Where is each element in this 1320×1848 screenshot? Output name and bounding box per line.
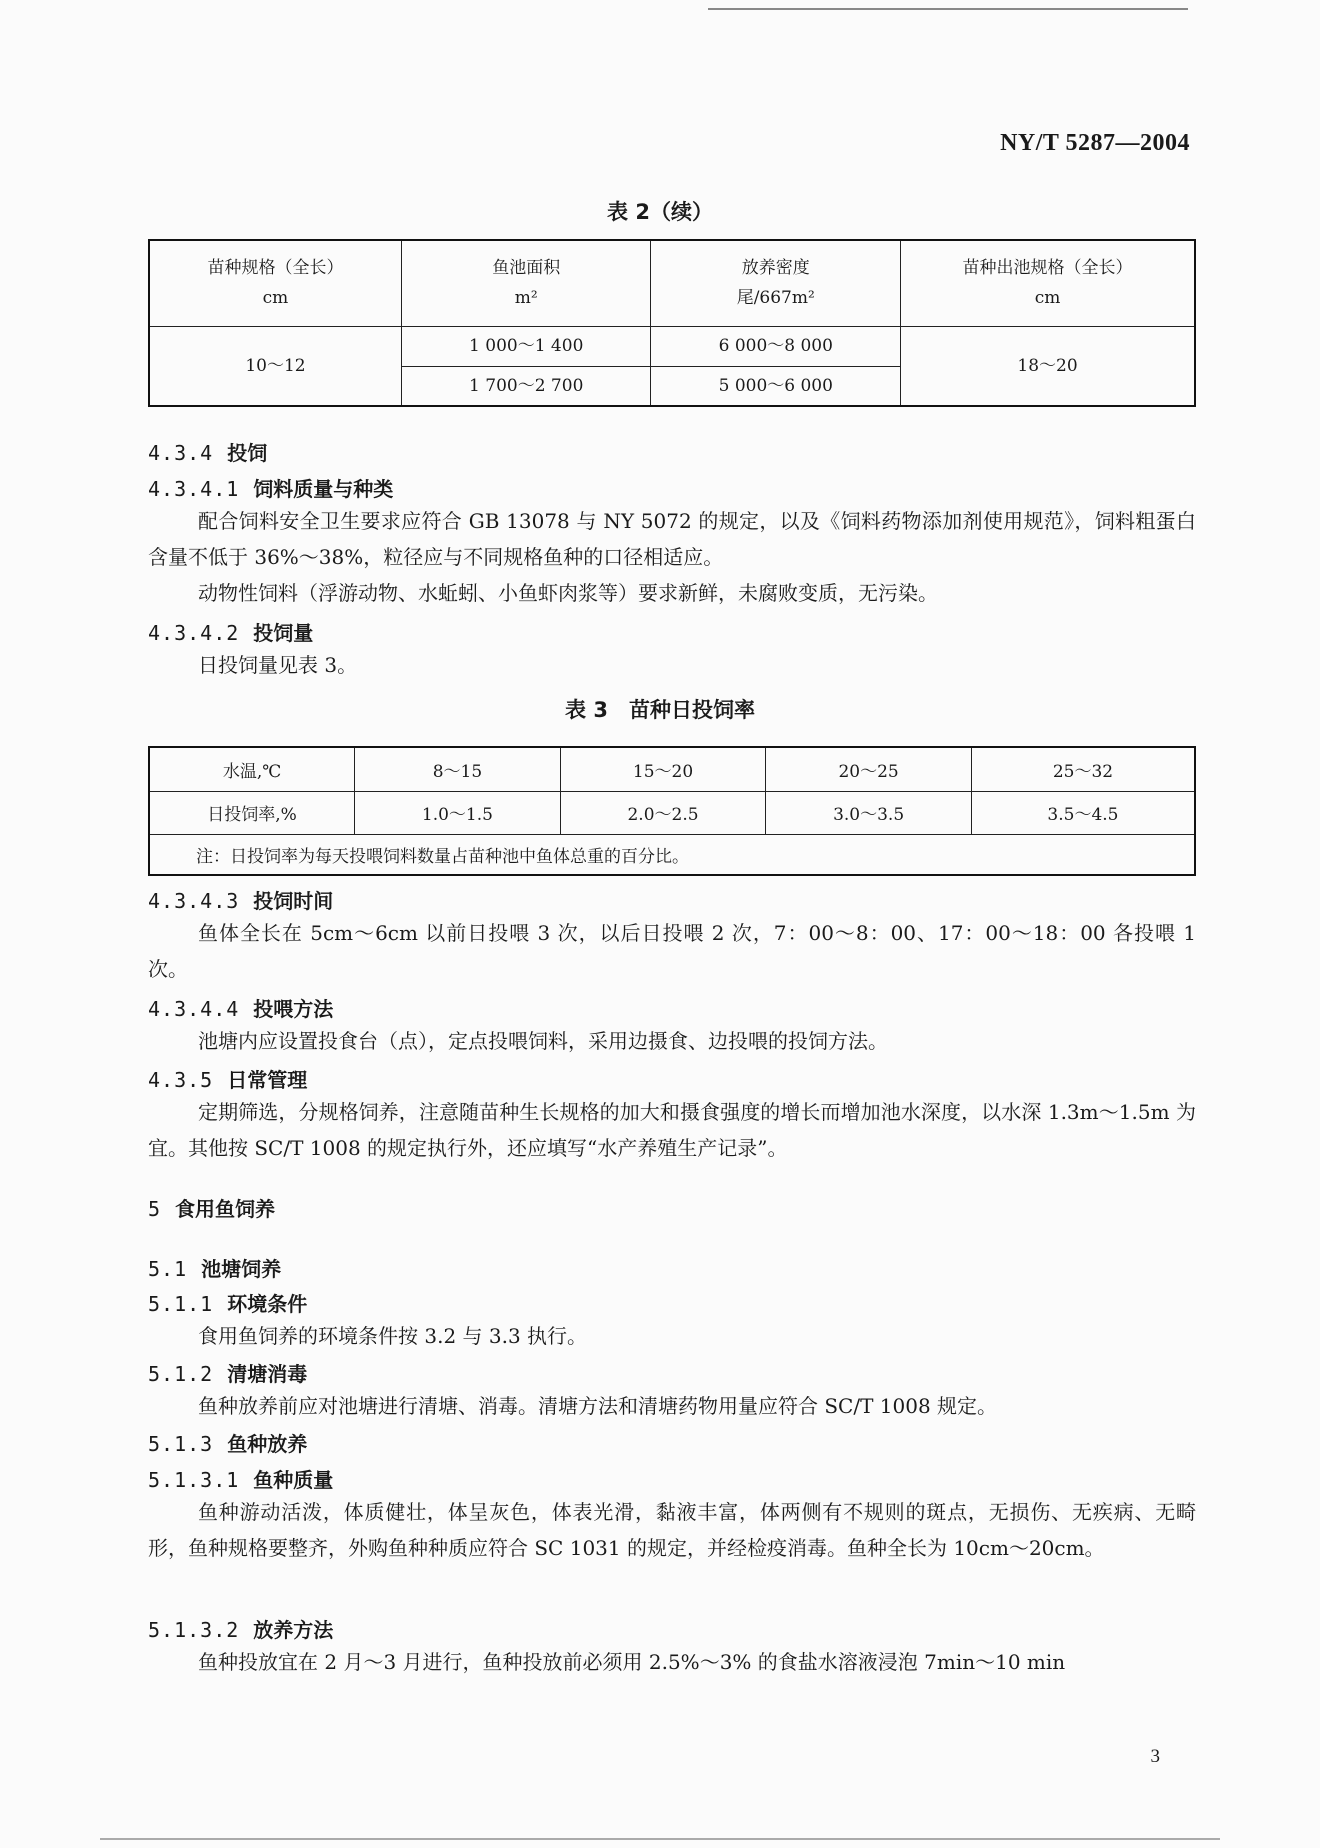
section-heading: 5.1.2 清塘消毒	[148, 1362, 308, 1386]
paragraph: 池塘内应设置投食台（点），定点投喂饲料，采用边摄食、边投喂的投饲方法。	[198, 1029, 888, 1053]
table3-cell: 日投饲率,%	[149, 791, 355, 834]
table3-caption: 表 3 苗种日投饲率	[565, 698, 755, 722]
table2-area-cell: 1 700～2 700	[401, 366, 650, 406]
table3-cell: 25～32	[971, 747, 1195, 791]
table3	[148, 746, 1196, 876]
table3-cell: 3.0～3.5	[766, 791, 972, 834]
section-heading: 5.1.1 环境条件	[148, 1292, 308, 1316]
table2-header-row	[149, 240, 1195, 326]
top-rule	[708, 8, 1188, 10]
table2-header-cell: 放养密度 尾/667m²	[651, 240, 901, 326]
table2-area-cell: 1 000～1 400	[401, 326, 650, 366]
section-heading: 4.3.4.4 投喂方法	[148, 997, 334, 1021]
table-row	[149, 791, 1195, 834]
standard-code: NY/T 5287—2004	[1000, 130, 1190, 156]
paragraph: 配合饲料安全卫生要求应符合 GB 13078 与 NY 5072 的规定，以及《饲料药物添加剂使用规范》，饲料粗蛋白含量不低于 36%～38%，粒径应与不同规格鱼种的口径相适应。	[148, 509, 1196, 569]
paragraph: 鱼种放养前应对池塘进行清塘、消毒。清塘方法和清塘药物用量应符合 SC/T 1008 规定。	[198, 1394, 998, 1418]
section-heading: 4.3.4 投饲	[148, 441, 268, 465]
page-number: 3	[1150, 1746, 1160, 1767]
table3-cell: 1.0～1.5	[355, 791, 561, 834]
table3-note: 注：日投饲率为每天投喂饲料数量占苗种池中鱼体总重的百分比。	[149, 834, 1195, 875]
table-row	[149, 326, 1195, 366]
section-heading: 5 食用鱼饲养	[148, 1197, 276, 1221]
paragraph: 日投饲量见表 3。	[198, 653, 358, 677]
table2-header-cell: 鱼池面积 m²	[401, 240, 650, 326]
paragraph: 鱼体全长在 5cm～6cm 以前日投喂 3 次，以后日投喂 2 次，7：00～8：00、17：00～18：00 各投喂 1 次。	[148, 921, 1196, 981]
section-heading: 4.3.4.1 饲料质量与种类	[148, 477, 394, 501]
table2-density-cell: 6 000～8 000	[651, 326, 901, 366]
table-row	[149, 834, 1195, 875]
paragraph: 动物性饲料（浮游动物、水蚯蚓、小鱼虾肉浆等）要求新鲜，未腐败变质，无污染。	[198, 581, 938, 605]
table3-cell: 15～20	[560, 747, 766, 791]
table3-cell: 20～25	[766, 747, 972, 791]
section-heading: 5.1.3.1 鱼种质量	[148, 1468, 334, 1492]
paragraph: 食用鱼饲养的环境条件按 3.2 与 3.3 执行。	[198, 1324, 588, 1348]
table2	[148, 239, 1196, 407]
paragraph: 鱼种游动活泼，体质健壮，体呈灰色，体表光滑，黏液丰富，体两侧有不规则的斑点，无损伤、无疾病、无畸形，鱼种规格要整齐，外购鱼种种质应符合 SC 1031 的规定，并经检疫消毒。鱼种全长为 10cm～20cm。	[148, 1500, 1196, 1560]
paragraph: 鱼种投放宜在 2 月～3 月进行，鱼种投放前必须用 2.5%～3% 的食盐水溶液浸泡 7min～10 min	[198, 1650, 1066, 1674]
table2-header-cell: 苗种规格（全长） cm	[149, 240, 401, 326]
section-heading: 5.1.3 鱼种放养	[148, 1432, 308, 1456]
section-heading: 4.3.5 日常管理	[148, 1068, 308, 1092]
table-row	[149, 747, 1195, 791]
table3-cell: 水温,℃	[149, 747, 355, 791]
section-heading: 5.1.3.2 放养方法	[148, 1618, 334, 1642]
paragraph: 定期筛选，分规格饲养，注意随苗种生长规格的加大和摄食强度的增长而增加池水深度，以水深 1.3m～1.5m 为宜。其他按 SC/T 1008 的规定执行外，还应填写“水产养殖生产记录”。	[148, 1100, 1196, 1160]
bottom-rule	[100, 1838, 1220, 1840]
table2-caption: 表 2（续）	[607, 200, 713, 224]
table2-header-cell: 苗种出池规格（全长） cm	[901, 240, 1195, 326]
section-heading: 5.1 池塘饲养	[148, 1257, 282, 1281]
table3-cell: 3.5～4.5	[971, 791, 1195, 834]
table3-cell: 8～15	[355, 747, 561, 791]
section-heading: 4.3.4.3 投饲时间	[148, 889, 334, 913]
table2-density-cell: 5 000～6 000	[651, 366, 901, 406]
section-heading: 4.3.4.2 投饲量	[148, 621, 314, 645]
table2-spec-cell: 10～12	[149, 326, 401, 406]
table2-outspec-cell: 18～20	[901, 326, 1195, 406]
table3-cell: 2.0～2.5	[560, 791, 766, 834]
